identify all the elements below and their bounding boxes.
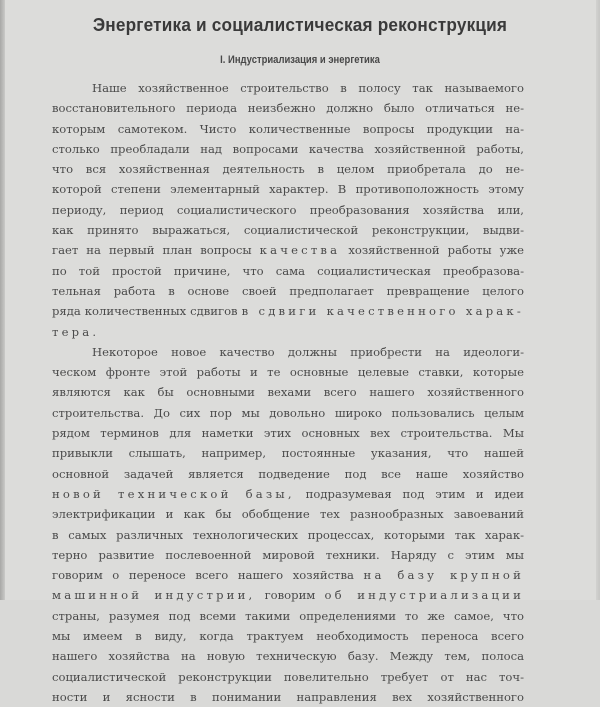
text-line bbox=[52, 565, 524, 585]
text-line: строительства. До сих пор мы довольно широко пользовались целым bbox=[52, 405, 524, 420]
text-line bbox=[52, 240, 524, 260]
text-line: столько преобладали над вопросами качества хозяйственной работы, bbox=[52, 141, 524, 156]
text-line bbox=[52, 322, 524, 342]
spaced-emphasis: на базу крупной bbox=[363, 568, 525, 583]
text-line: ности и ясности в понимании направления вех хозяйственного bbox=[52, 689, 524, 704]
text-line bbox=[52, 301, 524, 321]
text-line: периоду, период социалистического преобразования хозяйства или, bbox=[52, 202, 524, 217]
text-fragment: хозяйственной работы уже bbox=[348, 243, 524, 258]
spaced-emphasis: об индустриализации bbox=[324, 588, 525, 603]
text-line: электрификации и как бы обобщение тех разнообразных завоеваний bbox=[52, 507, 524, 522]
spaced-emphasis: новой технической базы, bbox=[52, 486, 295, 501]
text-line: основной задачей является подведение под все наше хозяйство bbox=[52, 466, 524, 481]
page-left-edge-shadow bbox=[0, 0, 5, 600]
text-line: мы имеем в виду, когда трактуем необходимость переноса всего bbox=[52, 629, 524, 644]
text-line: которым самотеком. Чисто количественные вопросы продукции на- bbox=[52, 121, 524, 136]
spaced-emphasis: машинной индустрии, bbox=[52, 588, 256, 603]
text-line bbox=[52, 585, 524, 605]
spaced-emphasis: качества bbox=[259, 243, 341, 258]
text-line: рядом терминов для наметки этих основных вех строительства. Мы bbox=[52, 426, 524, 441]
body-text bbox=[52, 78, 524, 707]
chapter-title: Энергетика и социалистическая реконструкция bbox=[92, 14, 508, 35]
section-heading: I. Индустриализация и энергетика bbox=[220, 54, 380, 66]
text-line: как принято выражаться, социалистической реконструкции, выдви- bbox=[52, 223, 524, 238]
text-fragment: говорим о переносе всего нашего хозяйства bbox=[52, 568, 354, 583]
text-line: ческом фронте этой работы и те основные целевые ставки, которые bbox=[52, 365, 524, 380]
text-line: страны, разумея под всеми такими определениями то же самое, что bbox=[52, 608, 524, 623]
text-line: восстановительного периода неизбежно должно было отличаться не- bbox=[52, 101, 524, 116]
spaced-emphasis: в сдвиги качественного харак- bbox=[241, 304, 524, 319]
text-line: нашего хозяйства на новую техническую базу. Между тем, полоса bbox=[52, 649, 524, 664]
text-line: по той простой причине, что сама социалистическая преобразова- bbox=[52, 263, 524, 278]
page-right-edge bbox=[596, 0, 600, 600]
text-fragment: ряда количественных сдвигов bbox=[52, 304, 238, 319]
text-line: привыкли слышать, например, постоянные указания, что нашей bbox=[52, 446, 524, 461]
text-line: тельная работа в основе своей предполагает превращение целого bbox=[52, 283, 524, 298]
text-fragment: говорим bbox=[264, 588, 316, 603]
text-line bbox=[52, 484, 524, 504]
text-fragment: гает на первый план вопросы bbox=[52, 243, 252, 258]
text-line: социалистической реконструкции повелительно требует от нас точ- bbox=[52, 669, 524, 684]
text-line: терно развитие послевоенной мировой техники. Наряду с этим мы bbox=[52, 547, 524, 562]
text-line: Некоторое новое качество должны приобрести на идеологи- bbox=[92, 344, 524, 359]
text-line: которой степени элементарный характер. В противоположность этому bbox=[52, 182, 524, 197]
text-line: Наше хозяйственное строительство в полосу так называемого bbox=[92, 81, 524, 95]
text-line: являются как бы основными вехами всего нашего хозяйственного bbox=[52, 385, 524, 400]
text-line: в самых различных технологических процессах, которыми так харак- bbox=[52, 527, 524, 542]
text-line: что вся хозяйственная деятельность в целом приобретала до не- bbox=[52, 162, 524, 177]
text-fragment: подразумевая под этим и идеи bbox=[305, 486, 524, 501]
spaced-emphasis: тера. bbox=[52, 324, 100, 339]
